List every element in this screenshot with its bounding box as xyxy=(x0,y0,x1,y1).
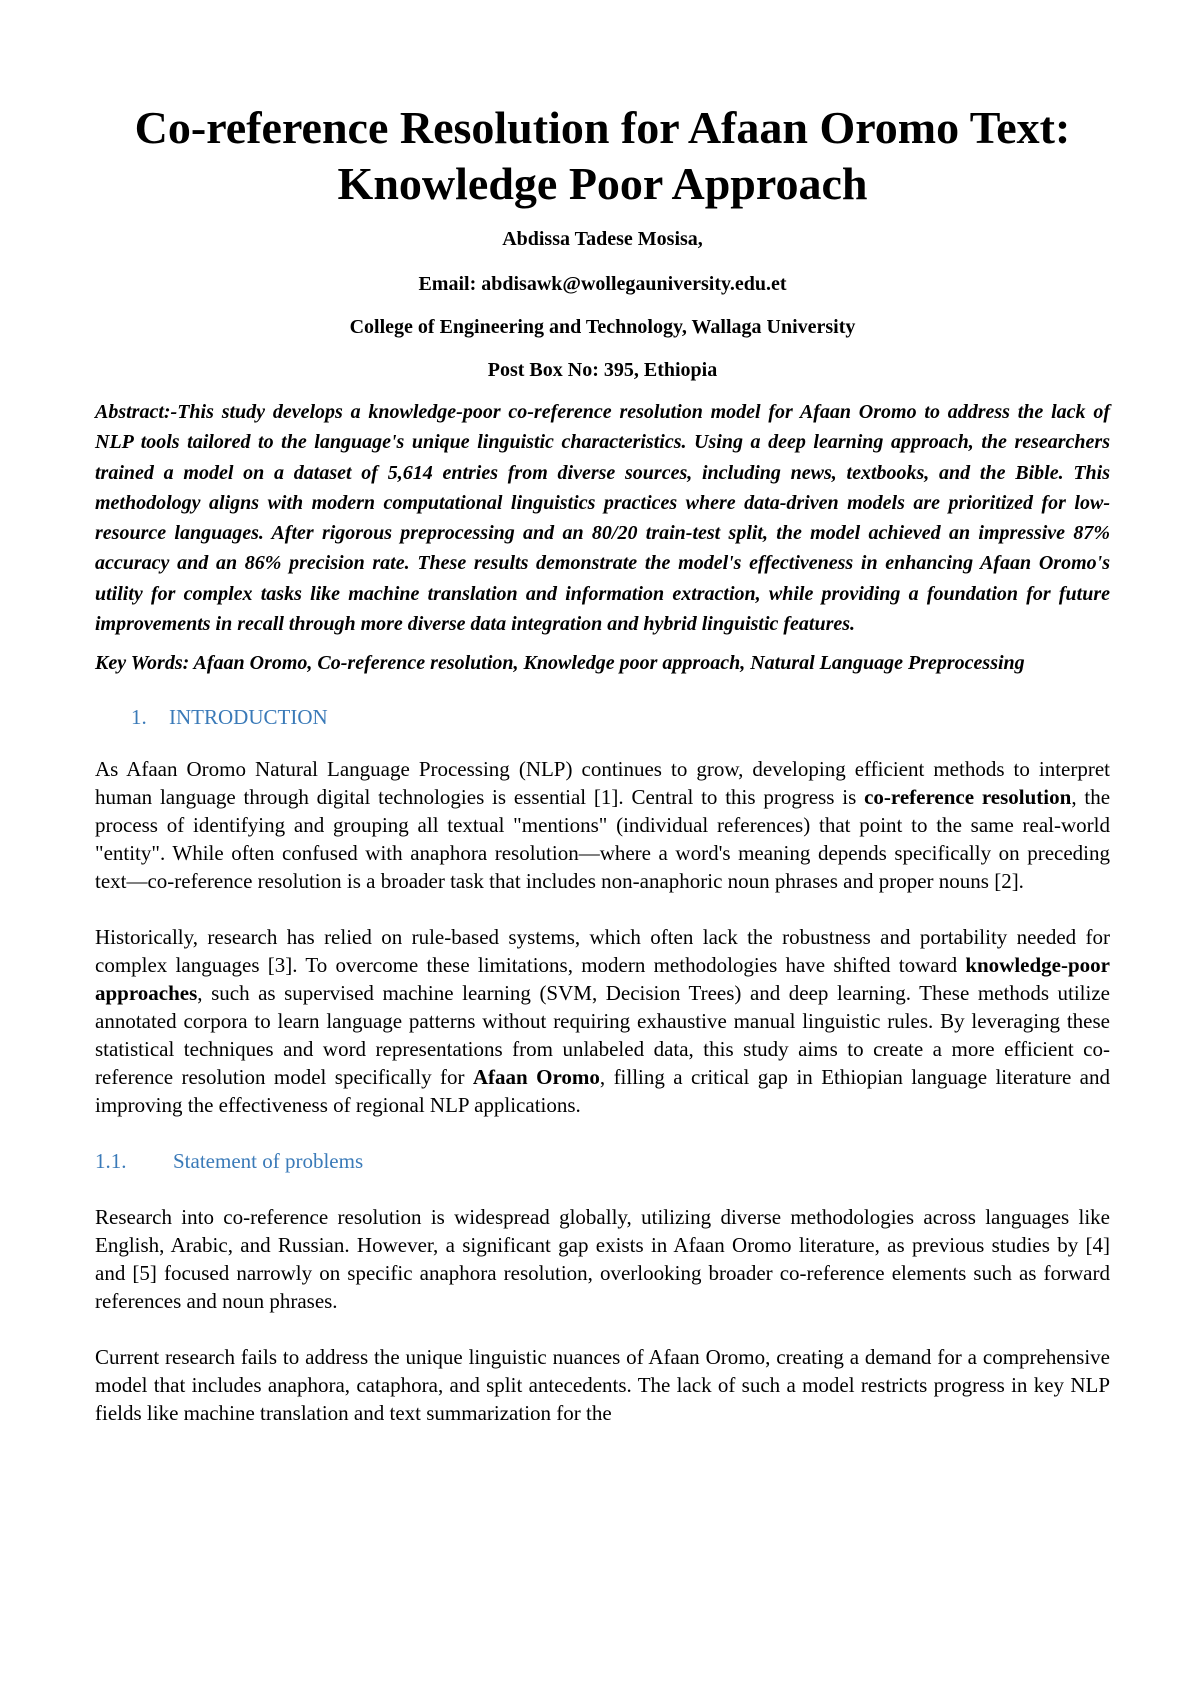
abstract: Abstract:-This study develops a knowledge-poor co-reference resolution model for Afaan Oromo to address the lack of NLP tools tailored to the language's unique linguistic characteristics. Using a deep learning approach, the researchers trained a model on a dataset of 5,614 entries from diverse sources, including news, textbooks, and the Bible. This methodology aligns with modern computational linguistics practices where data-driven models are prioritized for low-resource languages. After rigorous preprocessing and an 80/20 train-test split, the model achieved an impressive 87% accuracy and an 86% precision rate. These results demonstrate the model's effectiveness in enhancing Afaan Oromo's utility for complex tasks like machine translation and information extraction, while providing a foundation for future improvements in recall through more diverse data integration and hybrid linguistic features. xyxy=(95,401,1110,636)
intro-p2-bold-term-2: Afaan Oromo xyxy=(472,1065,600,1090)
intro-p2-bold-term-1: knowledge-poor approaches xyxy=(95,953,1110,1006)
problems-paragraph-1: Research into co-reference resolution is widespread globally, utilizing diverse methodologies across languages like English, Arabic, and Russian. However, a significant gap exists in Afaan Oromo literature, as previous studies by [4] and [5] focused narrowly on specific anaphora resolution, overlooking broader co-reference elements such as forward references and noun phrases. xyxy=(95,1205,1110,1314)
paper-title-line-2: Knowledge Poor Approach xyxy=(337,158,868,209)
section-number: 1. xyxy=(131,705,147,730)
paper-title-line-1: Co-reference Resolution for Afaan Oromo Text: xyxy=(134,102,1071,153)
paper-title xyxy=(95,100,1110,212)
subsection-number: 1.1. xyxy=(95,1149,127,1174)
problems-paragraph-2: Current research fails to address the unique linguistic nuances of Afaan Oromo, creating a demand for a comprehensive model that includes anaphora, cataphora, and split antecedents. The lack of such a model restricts progress in key NLP fields like machine translation and text summarization for the xyxy=(95,1345,1110,1426)
intro-p1-bold-term: co-reference resolution xyxy=(864,785,1072,810)
section-heading-introduction xyxy=(95,703,1110,731)
paper-page xyxy=(95,100,1110,1427)
author-affiliation: College of Engineering and Technology, Wallaga University xyxy=(349,316,856,338)
author-name: Abdissa Tadese Mosisa, xyxy=(502,228,703,250)
author-email: Email: abdisawk@wollegauniversity.edu.et xyxy=(418,273,787,295)
intro-p2-text-c: , filling a critical gap in Ethiopian language literature and improving the effectiveness of regional NLP applications. xyxy=(95,1065,1110,1118)
intro-p1-text-a: As Afaan Oromo Natural Language Processing (NLP) continues to grow, developing efficient methods to interpret human language through digital technologies is essential [1]. Central to this progress is xyxy=(95,757,1110,810)
introduction-paragraph-2 xyxy=(95,923,1110,1119)
intro-p1-text-b: , the process of identifying and grouping all textual "mentions" (individual references) that point to the same real-world "entity". While often confused with anaphora resolution—where a word's meaning depends specifically on preceding text—co-reference resolution is a broader task that includes non-anaphoric noun phrases and proper nouns [2]. xyxy=(95,785,1111,894)
keywords: Key Words: Afaan Oromo, Co-reference resolution, Knowledge poor approach, Natural Language Preprocessing xyxy=(95,652,1025,675)
subsection-heading-statement-of-problems xyxy=(95,1147,1110,1175)
intro-p2-text-b: , such as supervised machine learning (SVM, Decision Trees) and deep learning. These methods utilize annotated corpora to learn language patterns without requiring exhaustive manual linguistic rules. By leveraging these statistical techniques and word representations from unlabeled data, this study aims to create a more efficient co-reference resolution model specifically for xyxy=(95,981,1110,1090)
section-title: INTRODUCTION xyxy=(169,705,328,730)
intro-p2-text-a: Historically, research has relied on rule-based systems, which often lack the robustness and portability needed for complex languages [3]. To overcome these limitations, modern methodologies have shifted toward xyxy=(95,925,1110,978)
author-address: Post Box No: 395, Ethiopia xyxy=(487,359,718,381)
subsection-title: Statement of problems xyxy=(173,1149,364,1174)
introduction-paragraph-1 xyxy=(95,755,1110,895)
